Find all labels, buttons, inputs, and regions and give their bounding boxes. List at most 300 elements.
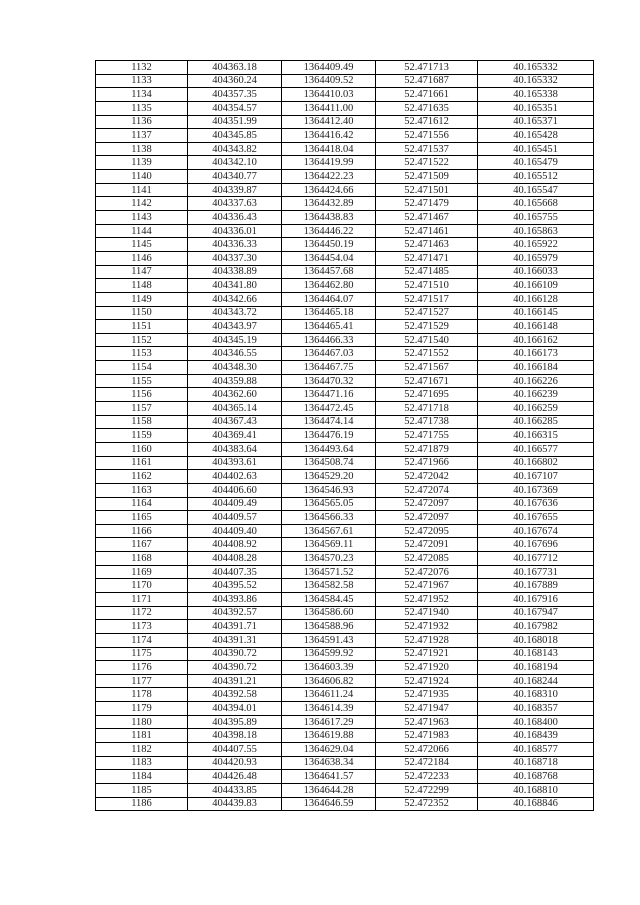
x-coordinate-cell: 404391.21	[188, 674, 282, 688]
y-coordinate-cell: 1364418.04	[282, 142, 376, 156]
point-number-cell: 1155	[96, 374, 188, 388]
latitude-cell: 52.471963	[376, 715, 478, 729]
table-row	[96, 115, 594, 129]
y-coordinate-cell: 1364411.00	[282, 101, 376, 115]
latitude-cell: 52.471687	[376, 74, 478, 88]
longitude-cell: 40.168810	[478, 783, 594, 797]
longitude-cell: 40.165512	[478, 170, 594, 184]
table-row	[96, 661, 594, 675]
point-number-cell: 1185	[96, 783, 188, 797]
x-coordinate-cell: 404395.52	[188, 579, 282, 593]
latitude-cell: 52.472091	[376, 538, 478, 552]
x-coordinate-cell: 404439.83	[188, 797, 282, 811]
table-row	[96, 374, 594, 388]
table-body	[96, 61, 594, 811]
y-coordinate-cell: 1364566.33	[282, 511, 376, 525]
point-number-cell: 1174	[96, 633, 188, 647]
x-coordinate-cell: 404392.57	[188, 606, 282, 620]
latitude-cell: 52.472042	[376, 470, 478, 484]
y-coordinate-cell: 1364454.04	[282, 251, 376, 265]
table-row	[96, 592, 594, 606]
x-coordinate-cell: 404407.55	[188, 743, 282, 757]
x-coordinate-cell: 404365.14	[188, 402, 282, 416]
point-number-cell: 1184	[96, 770, 188, 784]
point-number-cell: 1175	[96, 647, 188, 661]
y-coordinate-cell: 1364471.16	[282, 388, 376, 402]
table-row	[96, 197, 594, 211]
longitude-cell: 40.166802	[478, 456, 594, 470]
point-number-cell: 1159	[96, 429, 188, 443]
latitude-cell: 52.472352	[376, 797, 478, 811]
table-row	[96, 129, 594, 143]
table-row	[96, 565, 594, 579]
table-row	[96, 320, 594, 334]
x-coordinate-cell: 404345.85	[188, 129, 282, 143]
point-number-cell: 1143	[96, 211, 188, 225]
y-coordinate-cell: 1364646.59	[282, 797, 376, 811]
point-number-cell: 1164	[96, 497, 188, 511]
x-coordinate-cell: 404348.30	[188, 361, 282, 375]
point-number-cell: 1142	[96, 197, 188, 211]
x-coordinate-cell: 404390.72	[188, 661, 282, 675]
point-number-cell: 1163	[96, 483, 188, 497]
longitude-cell: 40.167982	[478, 620, 594, 634]
latitude-cell: 52.471517	[376, 292, 478, 306]
longitude-cell: 40.165351	[478, 101, 594, 115]
x-coordinate-cell: 404340.77	[188, 170, 282, 184]
longitude-cell: 40.168244	[478, 674, 594, 688]
y-coordinate-cell: 1364565.05	[282, 497, 376, 511]
table-row	[96, 279, 594, 293]
y-coordinate-cell: 1364467.75	[282, 361, 376, 375]
latitude-cell: 52.471461	[376, 224, 478, 238]
point-number-cell: 1179	[96, 702, 188, 716]
x-coordinate-cell: 404339.87	[188, 183, 282, 197]
point-number-cell: 1178	[96, 688, 188, 702]
point-number-cell: 1171	[96, 592, 188, 606]
latitude-cell: 52.471935	[376, 688, 478, 702]
y-coordinate-cell: 1364416.42	[282, 129, 376, 143]
x-coordinate-cell: 404392.58	[188, 688, 282, 702]
latitude-cell: 52.471463	[376, 238, 478, 252]
latitude-cell: 52.471879	[376, 442, 478, 456]
longitude-cell: 40.166226	[478, 374, 594, 388]
table-row	[96, 715, 594, 729]
latitude-cell: 52.471952	[376, 592, 478, 606]
table-row	[96, 606, 594, 620]
y-coordinate-cell: 1364457.68	[282, 265, 376, 279]
longitude-cell: 40.165755	[478, 211, 594, 225]
x-coordinate-cell: 404351.99	[188, 115, 282, 129]
point-number-cell: 1133	[96, 74, 188, 88]
x-coordinate-cell: 404359.88	[188, 374, 282, 388]
table-row	[96, 170, 594, 184]
x-coordinate-cell: 404383.64	[188, 442, 282, 456]
y-coordinate-cell: 1364409.49	[282, 61, 376, 75]
table-row	[96, 292, 594, 306]
latitude-cell: 52.471924	[376, 674, 478, 688]
table-row	[96, 729, 594, 743]
latitude-cell: 52.471921	[376, 647, 478, 661]
longitude-cell: 40.168768	[478, 770, 594, 784]
latitude-cell: 52.471940	[376, 606, 478, 620]
longitude-cell: 40.166148	[478, 320, 594, 334]
point-number-cell: 1176	[96, 661, 188, 675]
y-coordinate-cell: 1364586.60	[282, 606, 376, 620]
latitude-cell: 52.471485	[376, 265, 478, 279]
longitude-cell: 40.167696	[478, 538, 594, 552]
point-number-cell: 1134	[96, 88, 188, 102]
longitude-cell: 40.167731	[478, 565, 594, 579]
longitude-cell: 40.168143	[478, 647, 594, 661]
x-coordinate-cell: 404395.89	[188, 715, 282, 729]
longitude-cell: 40.165332	[478, 61, 594, 75]
table-row	[96, 442, 594, 456]
point-number-cell: 1135	[96, 101, 188, 115]
longitude-cell: 40.166239	[478, 388, 594, 402]
table-row	[96, 770, 594, 784]
latitude-cell: 52.471510	[376, 279, 478, 293]
point-number-cell: 1147	[96, 265, 188, 279]
latitude-cell: 52.471509	[376, 170, 478, 184]
point-number-cell: 1137	[96, 129, 188, 143]
longitude-cell: 40.166145	[478, 306, 594, 320]
y-coordinate-cell: 1364464.07	[282, 292, 376, 306]
longitude-cell: 40.167674	[478, 524, 594, 538]
latitude-cell: 52.471928	[376, 633, 478, 647]
table-row	[96, 88, 594, 102]
table-row	[96, 797, 594, 811]
x-coordinate-cell: 404362.60	[188, 388, 282, 402]
y-coordinate-cell: 1364599.92	[282, 647, 376, 661]
point-number-cell: 1162	[96, 470, 188, 484]
table-row	[96, 142, 594, 156]
y-coordinate-cell: 1364419.99	[282, 156, 376, 170]
y-coordinate-cell: 1364546.93	[282, 483, 376, 497]
longitude-cell: 40.168577	[478, 743, 594, 757]
table-row	[96, 511, 594, 525]
table-row	[96, 538, 594, 552]
point-number-cell: 1146	[96, 251, 188, 265]
point-number-cell: 1149	[96, 292, 188, 306]
latitude-cell: 52.471967	[376, 579, 478, 593]
x-coordinate-cell: 404354.57	[188, 101, 282, 115]
point-number-cell: 1168	[96, 552, 188, 566]
x-coordinate-cell: 404336.43	[188, 211, 282, 225]
latitude-cell: 52.471983	[376, 729, 478, 743]
x-coordinate-cell: 404360.24	[188, 74, 282, 88]
latitude-cell: 52.472085	[376, 552, 478, 566]
longitude-cell: 40.168846	[478, 797, 594, 811]
longitude-cell: 40.166285	[478, 415, 594, 429]
x-coordinate-cell: 404363.18	[188, 61, 282, 75]
longitude-cell: 40.165338	[478, 88, 594, 102]
table-row	[96, 388, 594, 402]
table-row	[96, 211, 594, 225]
longitude-cell: 40.165979	[478, 251, 594, 265]
x-coordinate-cell: 404346.55	[188, 347, 282, 361]
longitude-cell: 40.165371	[478, 115, 594, 129]
y-coordinate-cell: 1364446.22	[282, 224, 376, 238]
table-row	[96, 361, 594, 375]
longitude-cell: 40.166033	[478, 265, 594, 279]
y-coordinate-cell: 1364470.32	[282, 374, 376, 388]
longitude-cell: 40.166184	[478, 361, 594, 375]
table-row	[96, 61, 594, 75]
table-row	[96, 347, 594, 361]
point-number-cell: 1169	[96, 565, 188, 579]
y-coordinate-cell: 1364432.89	[282, 197, 376, 211]
longitude-cell: 40.167889	[478, 579, 594, 593]
point-number-cell: 1166	[96, 524, 188, 538]
point-number-cell: 1157	[96, 402, 188, 416]
longitude-cell: 40.166162	[478, 333, 594, 347]
x-coordinate-cell: 404408.92	[188, 538, 282, 552]
point-number-cell: 1180	[96, 715, 188, 729]
x-coordinate-cell: 404337.30	[188, 251, 282, 265]
longitude-cell: 40.167655	[478, 511, 594, 525]
latitude-cell: 52.471527	[376, 306, 478, 320]
y-coordinate-cell: 1364424.66	[282, 183, 376, 197]
latitude-cell: 52.471540	[376, 333, 478, 347]
longitude-cell: 40.165668	[478, 197, 594, 211]
y-coordinate-cell: 1364629.04	[282, 743, 376, 757]
latitude-cell: 52.471932	[376, 620, 478, 634]
latitude-cell: 52.471529	[376, 320, 478, 334]
latitude-cell: 52.472097	[376, 511, 478, 525]
latitude-cell: 52.471920	[376, 661, 478, 675]
y-coordinate-cell: 1364467.03	[282, 347, 376, 361]
point-number-cell: 1156	[96, 388, 188, 402]
x-coordinate-cell: 404342.10	[188, 156, 282, 170]
table-row	[96, 483, 594, 497]
y-coordinate-cell: 1364582.58	[282, 579, 376, 593]
point-number-cell: 1132	[96, 61, 188, 75]
y-coordinate-cell: 1364644.28	[282, 783, 376, 797]
y-coordinate-cell: 1364508.74	[282, 456, 376, 470]
y-coordinate-cell: 1364472.45	[282, 402, 376, 416]
coordinate-table-page	[95, 60, 593, 811]
latitude-cell: 52.472097	[376, 497, 478, 511]
longitude-cell: 40.165428	[478, 129, 594, 143]
latitude-cell: 52.472233	[376, 770, 478, 784]
table-row	[96, 702, 594, 716]
table-row	[96, 756, 594, 770]
latitude-cell: 52.472184	[376, 756, 478, 770]
x-coordinate-cell: 404367.43	[188, 415, 282, 429]
longitude-cell: 40.166173	[478, 347, 594, 361]
x-coordinate-cell: 404409.40	[188, 524, 282, 538]
y-coordinate-cell: 1364638.34	[282, 756, 376, 770]
x-coordinate-cell: 404357.35	[188, 88, 282, 102]
longitude-cell: 40.168357	[478, 702, 594, 716]
y-coordinate-cell: 1364570.23	[282, 552, 376, 566]
y-coordinate-cell: 1364422.23	[282, 170, 376, 184]
y-coordinate-cell: 1364466.33	[282, 333, 376, 347]
y-coordinate-cell: 1364584.45	[282, 592, 376, 606]
x-coordinate-cell: 404409.49	[188, 497, 282, 511]
point-number-cell: 1136	[96, 115, 188, 129]
table-row	[96, 743, 594, 757]
x-coordinate-cell: 404393.86	[188, 592, 282, 606]
latitude-cell: 52.471755	[376, 429, 478, 443]
point-number-cell: 1173	[96, 620, 188, 634]
longitude-cell: 40.166259	[478, 402, 594, 416]
x-coordinate-cell: 404341.80	[188, 279, 282, 293]
latitude-cell: 52.471661	[376, 88, 478, 102]
table-row	[96, 552, 594, 566]
longitude-cell: 40.168718	[478, 756, 594, 770]
longitude-cell: 40.166315	[478, 429, 594, 443]
table-row	[96, 251, 594, 265]
table-row	[96, 620, 594, 634]
y-coordinate-cell: 1364606.82	[282, 674, 376, 688]
latitude-cell: 52.471471	[376, 251, 478, 265]
latitude-cell: 52.471947	[376, 702, 478, 716]
point-number-cell: 1177	[96, 674, 188, 688]
latitude-cell: 52.472066	[376, 743, 478, 757]
y-coordinate-cell: 1364438.83	[282, 211, 376, 225]
point-number-cell: 1183	[96, 756, 188, 770]
table-row	[96, 156, 594, 170]
y-coordinate-cell: 1364529.20	[282, 470, 376, 484]
x-coordinate-cell: 404345.19	[188, 333, 282, 347]
table-row	[96, 224, 594, 238]
y-coordinate-cell: 1364611.24	[282, 688, 376, 702]
latitude-cell: 52.471738	[376, 415, 478, 429]
point-number-cell: 1161	[96, 456, 188, 470]
y-coordinate-cell: 1364569.11	[282, 538, 376, 552]
longitude-cell: 40.168018	[478, 633, 594, 647]
x-coordinate-cell: 404342.66	[188, 292, 282, 306]
table-row	[96, 402, 594, 416]
longitude-cell: 40.168400	[478, 715, 594, 729]
point-number-cell: 1150	[96, 306, 188, 320]
point-number-cell: 1181	[96, 729, 188, 743]
latitude-cell: 52.471467	[376, 211, 478, 225]
latitude-cell: 52.471713	[376, 61, 478, 75]
y-coordinate-cell: 1364474.14	[282, 415, 376, 429]
latitude-cell: 52.471718	[376, 402, 478, 416]
y-coordinate-cell: 1364412.40	[282, 115, 376, 129]
point-number-cell: 1170	[96, 579, 188, 593]
longitude-cell: 40.165479	[478, 156, 594, 170]
point-number-cell: 1141	[96, 183, 188, 197]
longitude-cell: 40.166128	[478, 292, 594, 306]
x-coordinate-cell: 404336.33	[188, 238, 282, 252]
y-coordinate-cell: 1364619.88	[282, 729, 376, 743]
x-coordinate-cell: 404393.61	[188, 456, 282, 470]
longitude-cell: 40.167947	[478, 606, 594, 620]
x-coordinate-cell: 404337.63	[188, 197, 282, 211]
longitude-cell: 40.165451	[478, 142, 594, 156]
point-number-cell: 1158	[96, 415, 188, 429]
table-row	[96, 783, 594, 797]
point-number-cell: 1160	[96, 442, 188, 456]
longitude-cell: 40.168310	[478, 688, 594, 702]
longitude-cell: 40.165547	[478, 183, 594, 197]
table-row	[96, 265, 594, 279]
x-coordinate-cell: 404343.72	[188, 306, 282, 320]
table-row	[96, 497, 594, 511]
latitude-cell: 52.471671	[376, 374, 478, 388]
point-number-cell: 1182	[96, 743, 188, 757]
latitude-cell: 52.472095	[376, 524, 478, 538]
x-coordinate-cell: 404402.63	[188, 470, 282, 484]
y-coordinate-cell: 1364591.43	[282, 633, 376, 647]
y-coordinate-cell: 1364465.18	[282, 306, 376, 320]
longitude-cell: 40.168439	[478, 729, 594, 743]
longitude-cell: 40.167712	[478, 552, 594, 566]
x-coordinate-cell: 404426.48	[188, 770, 282, 784]
latitude-cell: 52.471695	[376, 388, 478, 402]
point-number-cell: 1144	[96, 224, 188, 238]
point-number-cell: 1172	[96, 606, 188, 620]
point-number-cell: 1186	[96, 797, 188, 811]
point-number-cell: 1140	[96, 170, 188, 184]
table-row	[96, 74, 594, 88]
point-number-cell: 1151	[96, 320, 188, 334]
latitude-cell: 52.471522	[376, 156, 478, 170]
table-row	[96, 456, 594, 470]
x-coordinate-cell: 404369.41	[188, 429, 282, 443]
table-row	[96, 647, 594, 661]
latitude-cell: 52.471537	[376, 142, 478, 156]
y-coordinate-cell: 1364617.29	[282, 715, 376, 729]
y-coordinate-cell: 1364409.52	[282, 74, 376, 88]
point-number-cell: 1138	[96, 142, 188, 156]
x-coordinate-cell: 404407.35	[188, 565, 282, 579]
latitude-cell: 52.472076	[376, 565, 478, 579]
y-coordinate-cell: 1364410.03	[282, 88, 376, 102]
y-coordinate-cell: 1364476.19	[282, 429, 376, 443]
x-coordinate-cell: 404343.97	[188, 320, 282, 334]
x-coordinate-cell: 404343.82	[188, 142, 282, 156]
y-coordinate-cell: 1364588.96	[282, 620, 376, 634]
table-row	[96, 633, 594, 647]
x-coordinate-cell: 404391.71	[188, 620, 282, 634]
table-row	[96, 674, 594, 688]
longitude-cell: 40.165332	[478, 74, 594, 88]
x-coordinate-cell: 404433.85	[188, 783, 282, 797]
longitude-cell: 40.167636	[478, 497, 594, 511]
y-coordinate-cell: 1364614.39	[282, 702, 376, 716]
y-coordinate-cell: 1364465.41	[282, 320, 376, 334]
point-number-cell: 1152	[96, 333, 188, 347]
y-coordinate-cell: 1364641.57	[282, 770, 376, 784]
latitude-cell: 52.471567	[376, 361, 478, 375]
x-coordinate-cell: 404420.93	[188, 756, 282, 770]
coordinate-table	[95, 60, 594, 811]
table-row	[96, 183, 594, 197]
latitude-cell: 52.471501	[376, 183, 478, 197]
x-coordinate-cell: 404336.01	[188, 224, 282, 238]
latitude-cell: 52.471552	[376, 347, 478, 361]
latitude-cell: 52.471635	[376, 101, 478, 115]
latitude-cell: 52.472074	[376, 483, 478, 497]
point-number-cell: 1139	[96, 156, 188, 170]
longitude-cell: 40.167369	[478, 483, 594, 497]
latitude-cell: 52.471556	[376, 129, 478, 143]
x-coordinate-cell: 404338.89	[188, 265, 282, 279]
table-row	[96, 306, 594, 320]
latitude-cell: 52.471612	[376, 115, 478, 129]
x-coordinate-cell: 404390.72	[188, 647, 282, 661]
latitude-cell: 52.471479	[376, 197, 478, 211]
longitude-cell: 40.168194	[478, 661, 594, 675]
point-number-cell: 1148	[96, 279, 188, 293]
table-row	[96, 415, 594, 429]
